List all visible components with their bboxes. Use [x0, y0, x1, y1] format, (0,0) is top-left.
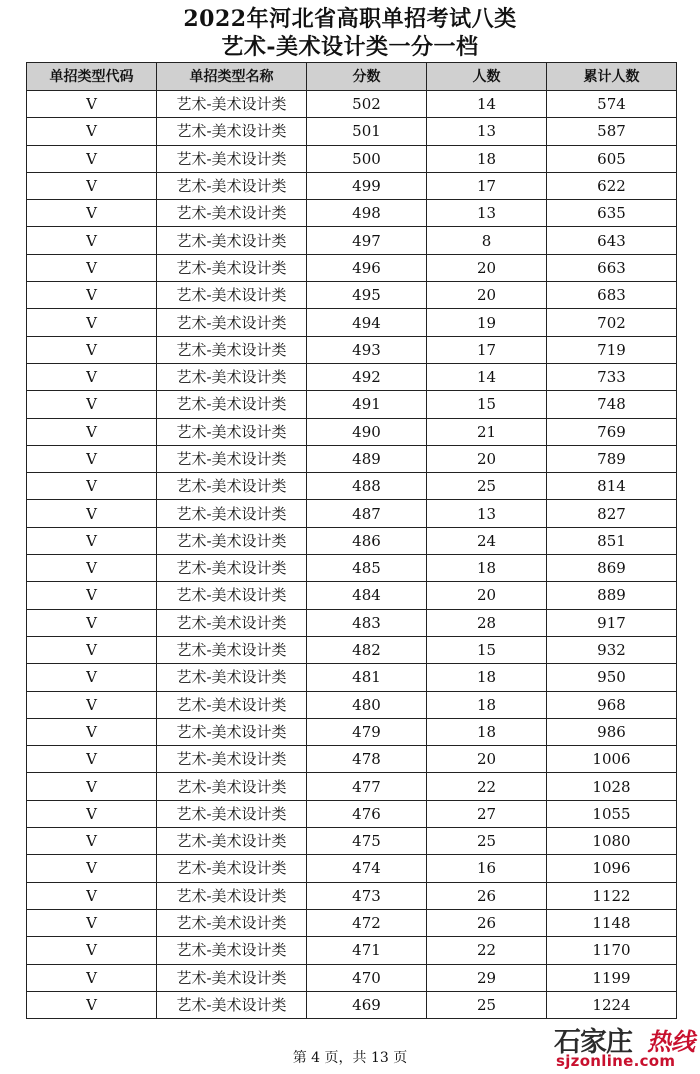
cell-type-name: 艺术-美术设计类 — [157, 363, 307, 390]
cell-type-code: V — [27, 664, 157, 691]
cell-count: 18 — [427, 145, 547, 172]
cell-score: 497 — [307, 227, 427, 254]
table-row — [27, 445, 677, 472]
cell-type-name: 艺术-美术设计类 — [157, 445, 307, 472]
cell-count: 28 — [427, 609, 547, 636]
cell-count: 15 — [427, 391, 547, 418]
column-header-score: 分数 — [307, 63, 427, 91]
table-row — [27, 418, 677, 445]
cell-type-code: V — [27, 746, 157, 773]
table-row — [27, 718, 677, 745]
cell-type-code: V — [27, 445, 157, 472]
table-row — [27, 609, 677, 636]
cell-cumulative: 851 — [547, 527, 677, 554]
cell-count: 22 — [427, 773, 547, 800]
cell-score: 494 — [307, 309, 427, 336]
score-table — [26, 62, 677, 1019]
cell-cumulative: 702 — [547, 309, 677, 336]
cell-score: 479 — [307, 718, 427, 745]
table-row — [27, 855, 677, 882]
cell-cumulative: 789 — [547, 445, 677, 472]
cell-type-name: 艺术-美术设计类 — [157, 855, 307, 882]
table-row — [27, 746, 677, 773]
cell-cumulative: 1006 — [547, 746, 677, 773]
cell-count: 16 — [427, 855, 547, 882]
table-row — [27, 882, 677, 909]
cell-score: 483 — [307, 609, 427, 636]
cell-type-name: 艺术-美术设计类 — [157, 800, 307, 827]
cell-type-code: V — [27, 718, 157, 745]
cell-score: 500 — [307, 145, 427, 172]
cell-cumulative: 1224 — [547, 991, 677, 1018]
cell-type-code: V — [27, 473, 157, 500]
column-header-type-name: 单招类型名称 — [157, 63, 307, 91]
cell-count: 21 — [427, 418, 547, 445]
cell-count: 15 — [427, 636, 547, 663]
cell-count: 18 — [427, 555, 547, 582]
table-row — [27, 991, 677, 1018]
cell-score: 487 — [307, 500, 427, 527]
cell-score: 472 — [307, 909, 427, 936]
cell-type-code: V — [27, 882, 157, 909]
cell-type-code: V — [27, 418, 157, 445]
cell-type-name: 艺术-美术设计类 — [157, 555, 307, 582]
cell-type-name: 艺术-美术设计类 — [157, 991, 307, 1018]
table-row — [27, 227, 677, 254]
cell-type-code: V — [27, 309, 157, 336]
cell-type-name: 艺术-美术设计类 — [157, 718, 307, 745]
cell-cumulative: 889 — [547, 582, 677, 609]
cell-cumulative: 733 — [547, 363, 677, 390]
cell-type-name: 艺术-美术设计类 — [157, 172, 307, 199]
cell-type-name: 艺术-美术设计类 — [157, 527, 307, 554]
cell-cumulative: 622 — [547, 172, 677, 199]
watermark-brand-red: 热线 — [647, 1027, 695, 1056]
cell-cumulative: 1199 — [547, 964, 677, 991]
cell-type-code: V — [27, 500, 157, 527]
cell-count: 17 — [427, 336, 547, 363]
cell-type-name: 艺术-美术设计类 — [157, 691, 307, 718]
cell-score: 475 — [307, 828, 427, 855]
watermark-url: sjzonline.com — [556, 1052, 676, 1070]
cell-type-code: V — [27, 200, 157, 227]
table-row — [27, 254, 677, 281]
cell-score: 473 — [307, 882, 427, 909]
cell-cumulative: 719 — [547, 336, 677, 363]
cell-score: 492 — [307, 363, 427, 390]
cell-score: 488 — [307, 473, 427, 500]
cell-type-name: 艺术-美术设计类 — [157, 145, 307, 172]
cell-score: 469 — [307, 991, 427, 1018]
cell-cumulative: 1122 — [547, 882, 677, 909]
table-row — [27, 91, 677, 118]
cell-type-code: V — [27, 773, 157, 800]
cell-count: 20 — [427, 445, 547, 472]
cell-cumulative: 635 — [547, 200, 677, 227]
cell-score: 478 — [307, 746, 427, 773]
cell-count: 14 — [427, 363, 547, 390]
cell-cumulative: 1096 — [547, 855, 677, 882]
table-row — [27, 473, 677, 500]
cell-type-name: 艺术-美术设计类 — [157, 500, 307, 527]
cell-cumulative: 827 — [547, 500, 677, 527]
cell-type-code: V — [27, 964, 157, 991]
cell-type-code: V — [27, 363, 157, 390]
cell-type-code: V — [27, 855, 157, 882]
table-body — [27, 91, 677, 1019]
cell-count: 14 — [427, 91, 547, 118]
cell-type-name: 艺术-美术设计类 — [157, 937, 307, 964]
cell-cumulative: 869 — [547, 555, 677, 582]
cell-score: 471 — [307, 937, 427, 964]
cell-count: 20 — [427, 282, 547, 309]
cell-cumulative: 917 — [547, 609, 677, 636]
cell-count: 19 — [427, 309, 547, 336]
table-row — [27, 773, 677, 800]
table-row — [27, 800, 677, 827]
cell-cumulative: 1148 — [547, 909, 677, 936]
column-header-count: 人数 — [427, 63, 547, 91]
table-row — [27, 555, 677, 582]
cell-type-name: 艺术-美术设计类 — [157, 773, 307, 800]
cell-type-code: V — [27, 527, 157, 554]
table-row — [27, 500, 677, 527]
cell-type-code: V — [27, 555, 157, 582]
cell-type-code: V — [27, 91, 157, 118]
cell-score: 484 — [307, 582, 427, 609]
cell-cumulative: 587 — [547, 118, 677, 145]
cell-cumulative: 643 — [547, 227, 677, 254]
cell-type-name: 艺术-美术设计类 — [157, 282, 307, 309]
cell-score: 481 — [307, 664, 427, 691]
cell-type-name: 艺术-美术设计类 — [157, 609, 307, 636]
table-row — [27, 909, 677, 936]
cell-type-code: V — [27, 828, 157, 855]
cell-type-name: 艺术-美术设计类 — [157, 227, 307, 254]
cell-cumulative: 932 — [547, 636, 677, 663]
cell-type-code: V — [27, 391, 157, 418]
table-row — [27, 282, 677, 309]
page-footer: 第 4 页，共 13 页 — [292, 1050, 408, 1066]
cell-type-name: 艺术-美术设计类 — [157, 309, 307, 336]
cell-type-code: V — [27, 227, 157, 254]
cell-type-code: V — [27, 800, 157, 827]
cell-type-name: 艺术-美术设计类 — [157, 582, 307, 609]
table-row — [27, 937, 677, 964]
cell-type-code: V — [27, 937, 157, 964]
cell-count: 26 — [427, 909, 547, 936]
cell-score: 490 — [307, 418, 427, 445]
cell-score: 498 — [307, 200, 427, 227]
table-row — [27, 363, 677, 390]
cell-cumulative: 605 — [547, 145, 677, 172]
column-header-cumulative: 累计人数 — [547, 63, 677, 91]
cell-cumulative: 1055 — [547, 800, 677, 827]
cell-score: 495 — [307, 282, 427, 309]
cell-count: 13 — [427, 118, 547, 145]
cell-cumulative: 748 — [547, 391, 677, 418]
cell-score: 496 — [307, 254, 427, 281]
table-row — [27, 200, 677, 227]
cell-score: 489 — [307, 445, 427, 472]
cell-count: 20 — [427, 746, 547, 773]
cell-count: 8 — [427, 227, 547, 254]
cell-type-code: V — [27, 254, 157, 281]
cell-cumulative: 1028 — [547, 773, 677, 800]
cell-type-name: 艺术-美术设计类 — [157, 828, 307, 855]
cell-cumulative: 950 — [547, 664, 677, 691]
table-row — [27, 582, 677, 609]
cell-score: 480 — [307, 691, 427, 718]
cell-score: 477 — [307, 773, 427, 800]
cell-type-name: 艺术-美术设计类 — [157, 200, 307, 227]
cell-score: 485 — [307, 555, 427, 582]
cell-count: 13 — [427, 500, 547, 527]
cell-count: 18 — [427, 718, 547, 745]
cell-type-name: 艺术-美术设计类 — [157, 418, 307, 445]
cell-cumulative: 574 — [547, 91, 677, 118]
cell-score: 486 — [307, 527, 427, 554]
cell-type-code: V — [27, 145, 157, 172]
table-header-row — [27, 63, 677, 91]
table-row — [27, 172, 677, 199]
watermark-brand: 石家庄 — [554, 1027, 632, 1058]
cell-type-name: 艺术-美术设计类 — [157, 964, 307, 991]
document-subtitle: 艺术-美术设计类一分一档 — [221, 34, 479, 60]
cell-type-code: V — [27, 609, 157, 636]
cell-cumulative: 968 — [547, 691, 677, 718]
cell-type-name: 艺术-美术设计类 — [157, 746, 307, 773]
cell-type-code: V — [27, 118, 157, 145]
cell-type-code: V — [27, 909, 157, 936]
table-row — [27, 336, 677, 363]
table-row — [27, 145, 677, 172]
cell-count: 13 — [427, 200, 547, 227]
cell-type-code: V — [27, 282, 157, 309]
cell-count: 18 — [427, 691, 547, 718]
cell-type-code: V — [27, 691, 157, 718]
cell-cumulative: 683 — [547, 282, 677, 309]
cell-score: 501 — [307, 118, 427, 145]
table-row — [27, 664, 677, 691]
table-row — [27, 828, 677, 855]
cell-count: 20 — [427, 582, 547, 609]
cell-count: 25 — [427, 828, 547, 855]
cell-score: 491 — [307, 391, 427, 418]
cell-type-name: 艺术-美术设计类 — [157, 391, 307, 418]
cell-count: 24 — [427, 527, 547, 554]
table-row — [27, 527, 677, 554]
cell-score: 493 — [307, 336, 427, 363]
cell-count: 17 — [427, 172, 547, 199]
cell-cumulative: 986 — [547, 718, 677, 745]
cell-count: 25 — [427, 473, 547, 500]
cell-score: 474 — [307, 855, 427, 882]
cell-cumulative: 1080 — [547, 828, 677, 855]
cell-type-code: V — [27, 172, 157, 199]
table-row — [27, 636, 677, 663]
cell-count: 18 — [427, 664, 547, 691]
table-row — [27, 391, 677, 418]
cell-count: 22 — [427, 937, 547, 964]
cell-type-code: V — [27, 991, 157, 1018]
cell-type-name: 艺术-美术设计类 — [157, 909, 307, 936]
cell-count: 29 — [427, 964, 547, 991]
cell-type-code: V — [27, 582, 157, 609]
column-header-type-code: 单招类型代码 — [27, 63, 157, 91]
cell-cumulative: 1170 — [547, 937, 677, 964]
table-row — [27, 964, 677, 991]
table-row — [27, 309, 677, 336]
cell-score: 470 — [307, 964, 427, 991]
cell-type-code: V — [27, 636, 157, 663]
cell-score: 476 — [307, 800, 427, 827]
cell-cumulative: 663 — [547, 254, 677, 281]
cell-score: 499 — [307, 172, 427, 199]
cell-type-name: 艺术-美术设计类 — [157, 636, 307, 663]
cell-type-name: 艺术-美术设计类 — [157, 664, 307, 691]
table-row — [27, 691, 677, 718]
cell-cumulative: 769 — [547, 418, 677, 445]
cell-count: 26 — [427, 882, 547, 909]
watermark-logo — [552, 1020, 697, 1072]
cell-type-name: 艺术-美术设计类 — [157, 254, 307, 281]
cell-type-name: 艺术-美术设计类 — [157, 118, 307, 145]
table-row — [27, 118, 677, 145]
cell-count: 25 — [427, 991, 547, 1018]
cell-score: 482 — [307, 636, 427, 663]
cell-cumulative: 814 — [547, 473, 677, 500]
document-title: 2022年河北省高职单招考试八类 — [183, 6, 517, 32]
cell-count: 20 — [427, 254, 547, 281]
cell-type-name: 艺术-美术设计类 — [157, 882, 307, 909]
cell-type-name: 艺术-美术设计类 — [157, 473, 307, 500]
cell-type-name: 艺术-美术设计类 — [157, 91, 307, 118]
cell-score: 502 — [307, 91, 427, 118]
cell-type-code: V — [27, 336, 157, 363]
cell-count: 27 — [427, 800, 547, 827]
cell-type-name: 艺术-美术设计类 — [157, 336, 307, 363]
